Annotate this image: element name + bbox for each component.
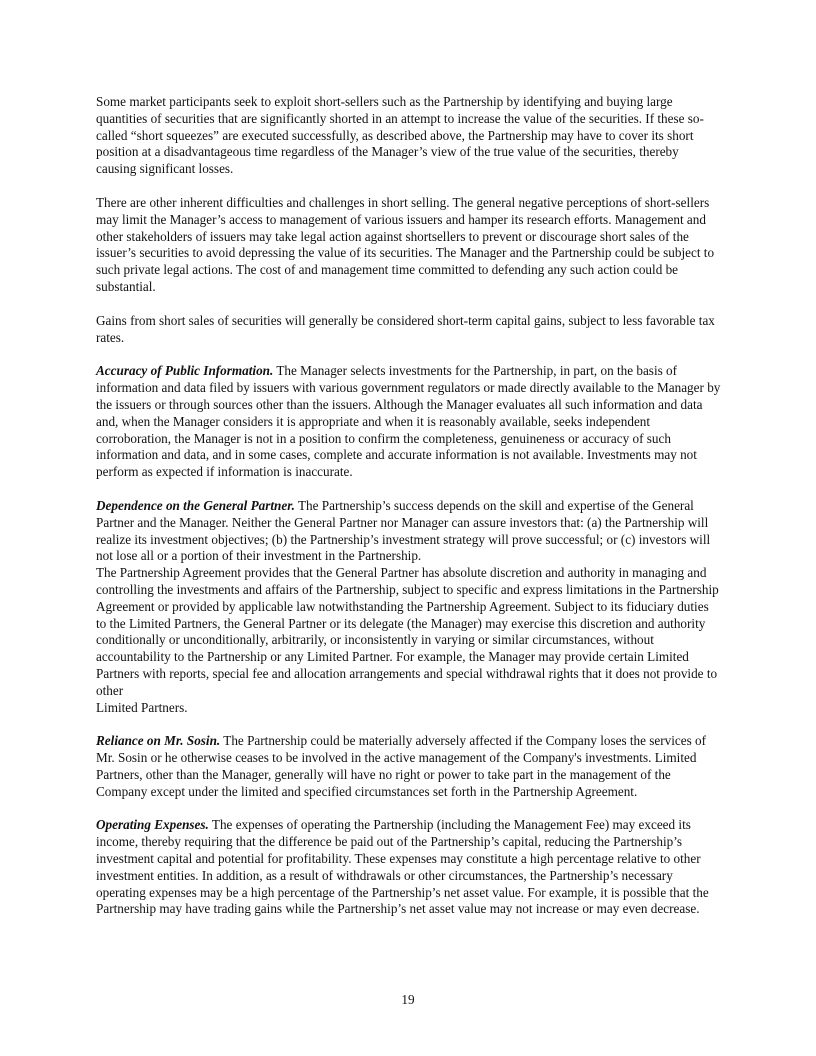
section-accuracy-of-public-information [96,363,722,481]
paragraph-short-squeezes: Some market participants seek to exploit short-sellers such as the Partnership by identifying and buying large quantities of securities that are significantly shorted in an attempt to increase the value of the securities. If these so-called “short squeezes” are executed successfully, as described above, the Partnership may have to cover its short position at a disadvantageous time regardless of the Manager’s view of the true value of the securities, thereby causing significant losses. [96,94,704,177]
section-body-dependence: The Partnership’s success depends on the skill and expertise of the General Partner and the Manager. Neither the General Partner nor Manager can assure investors that: (a) the Partnership will realize its investment objectives; (b) the Partnership’s investment strategy will prove successful; or (c) investors will not lose all or a portion of their investment in the Partnership. [96,497,711,564]
section-heading-reliance: Reliance on Mr. Sosin. [96,733,221,749]
paragraph-short-selling-difficulties: There are other inherent difficulties and challenges in short selling. The general negative perceptions of short-sellers may limit the Manager’s access to management of various issuers and hamper its research efforts. Management and other stakeholders of issuers may take legal action against shortsellers to prevent or discourage short sales of the issuer’s securities to avoid depressing the value of its securities. The Manager and the Partnership could be subject to such private legal actions. The cost of and management time committed to defending any such action could be substantial. [96,194,715,294]
section-body-dependence-end: Limited Partners. [96,699,188,715]
paragraph-short-sale-gains: Gains from short sales of securities will generally be considered short-term capital gains, subject to less favorable tax rates. [96,312,715,345]
section-heading-operating: Operating Expenses. [96,817,209,833]
section-operating-expenses [96,817,722,918]
section-body-dependence-agreement: The Partnership Agreement provides that the General Partner has absolute discretion and authority in managing and controlling the investments and affairs of the Partnership, subject to specific and express limitations in the Partnership Agreement or provided by applicable law notwithstanding the Partnership Agreement. Subject to its fiduciary duties to the Limited Partners, the General Partner or its delegate (the Manager) may exercise this discretion and authority conditionally or unconditionally, arbitrarily, or inconsistently in varying or similar circumstances, without accountability to the Partnership or any Limited Partner. For example, the Manager may provide certain Limited Partners with reports, special fee and allocation arrangements and special withdrawal rights that it does not provide to other [96,565,719,698]
section-dependence-on-general-partner [96,498,722,716]
section-heading-dependence: Dependence on the General Partner. [96,497,295,513]
section-reliance-on-mr-sosin [96,733,722,800]
section-body-reliance: The Partnership could be materially adversely affected if the Company loses the services of Mr. Sosin or he otherwise ceases to be involved in the active management of the Company's investments. Limited Partners, other than the Manager, generally will have no right or power to take part in the management of the Company except under the limited and specified circumstances set forth in the Partnership Agreement. [96,733,707,799]
section-body-operating: The expenses of operating the Partnership (including the Management Fee) may exceed its income, thereby requiring that the difference be paid out of the Partnership’s capital, reducing the Partnership’s investment capital and potential for profitability. These expenses may constitute a high percentage relative to other investment entities. In addition, as a result of withdrawals or other circumstances, the Partnership’s necessary operating expenses may be a high percentage of the Partnership’s net asset value. For example, it is possible that the Partnership may have trading gains while the Partnership’s net asset value may not increase or may even decrease. [96,817,709,917]
section-heading-accuracy: Accuracy of Public Information. [96,363,274,379]
document-page [96,94,722,918]
section-body-accuracy: The Manager selects investments for the Partnership, in part, on the basis of information and data filed by issuers with various government regulators or made directly available to the Manager by the issuers or through sources other than the issuers. Although the Manager evaluates all such information and data and, when the Manager considers it is appropriate and when it is reasonably available, seeks independent corroboration, the Manager is not in a position to confirm the completeness, genuineness or accuracy of such information and data, and in some cases, complete and accurate information is not available. Investments may not perform as expected if information is inaccurate. [96,363,721,480]
page-number: 19 [401,992,415,1007]
